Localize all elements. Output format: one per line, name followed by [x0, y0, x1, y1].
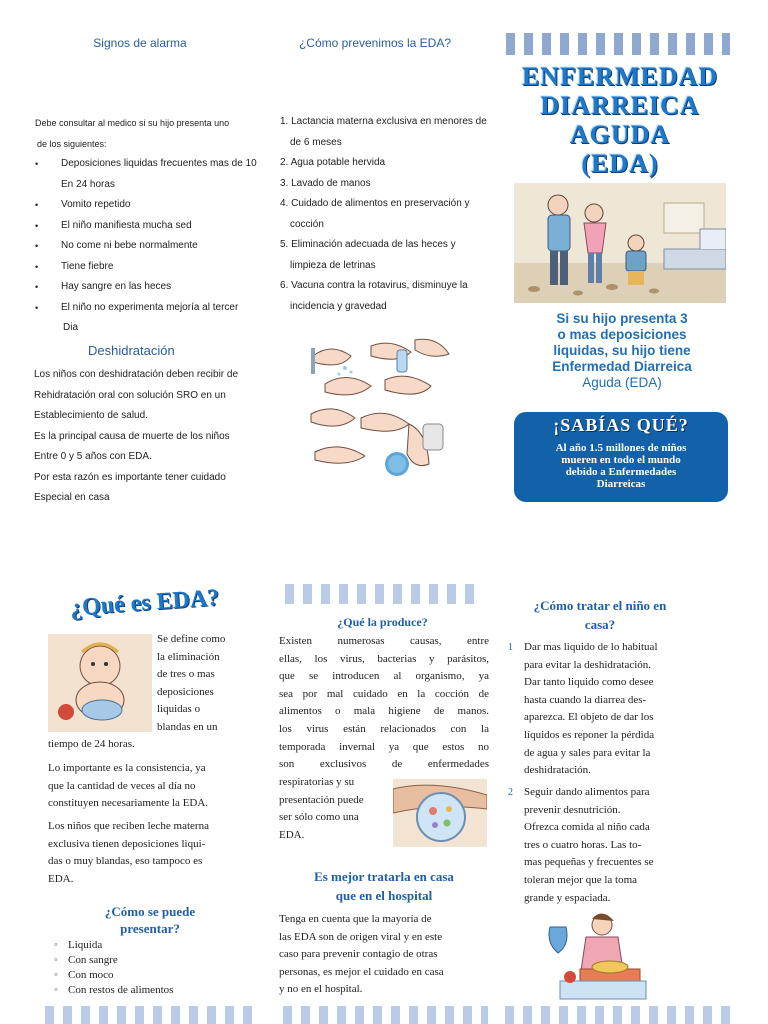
- panel6-title: [505, 596, 695, 634]
- panel4-title: ¿Qué es EDA?: [69, 584, 221, 622]
- eda-definition-last: tiempo de 24 horas.: [48, 738, 135, 750]
- treatment-line: toleran mejor que la toma: [524, 873, 638, 886]
- list-item: 6. Vacuna contra la rotavirus, disminuye la incidencia y gravedad: [280, 280, 468, 312]
- definition-line: deposiciones: [157, 685, 214, 698]
- list-item: 5. Eliminación adecuada de las heces y limpieza de letrinas: [280, 239, 456, 271]
- list-item: 3. Lavado de manos: [280, 177, 371, 189]
- sabias-line: mueren en todo el mundo: [561, 454, 681, 466]
- breastfeeding-paragraph: [48, 818, 268, 888]
- cover-message-line: o mas deposiciones: [557, 327, 687, 342]
- bottom-stripe-middle: [283, 1006, 488, 1024]
- treatment-line: para evitar la deshidratación.: [524, 658, 652, 671]
- list-item: ◦ Liquida: [48, 938, 173, 953]
- paragraph-line: constituyen necesariamente la EDA.: [48, 797, 209, 810]
- list-item: 1. Lactancia materna exclusiva en menores de de 6 meses: [280, 116, 487, 148]
- paragraph-line: Lo importante es la consistencia, ya: [48, 762, 206, 774]
- home-care-line: las EDA son de origen viral y en este: [279, 930, 443, 943]
- cover-message-line: liquidas, su hijo tiene: [553, 343, 691, 358]
- home-care-line: caso para prevenir contagio de otras: [279, 948, 438, 961]
- treatment-line: líquidos es reponer la pérdida: [524, 728, 655, 741]
- presentation-title-line: presentar?: [120, 921, 180, 936]
- panel6-title-line: ¿Cómo tratar el niño en: [533, 598, 667, 613]
- causes-line: respiratorias y su: [279, 776, 355, 788]
- dehydration-line: Establecimiento de salud.: [34, 410, 148, 421]
- panel5-stripe-decoration: [285, 584, 480, 604]
- causes-line: ser sólo como una: [279, 811, 359, 824]
- sabias-line: debido a Enfermedades: [565, 466, 677, 478]
- dehydration-text: [34, 365, 274, 509]
- sabias-line: Al año 1.5 millones de niños: [555, 442, 687, 454]
- home-care-line: Tenga en cuenta que la mayoría de: [279, 913, 432, 925]
- treatment-line: de agua y sales para evitar la: [524, 746, 651, 759]
- germs-illustration: [393, 779, 487, 847]
- sabias-que-box: [514, 412, 728, 502]
- home-care-title: [279, 867, 489, 905]
- list-item: 2. Agua potable hervida: [280, 157, 386, 168]
- family-illustration: [514, 183, 726, 303]
- prevention-list: [280, 112, 495, 317]
- definition-line: de tres o mas: [157, 668, 215, 681]
- list-item: • Hay sangre en las heces: [35, 277, 275, 298]
- list-item: 4. Cuidado de alimentos en preservación y cocción: [280, 198, 470, 230]
- cover-message: [514, 311, 730, 391]
- home-care-line: personas, es mejor el cuidado en casa: [279, 965, 444, 978]
- treatment-line: hasta cuando la diarrea des-: [524, 693, 647, 706]
- causes-line: los virus están relacionados con la: [279, 722, 489, 735]
- treatment-item-2: [508, 784, 698, 907]
- list-item: ◦ Con sangre: [48, 953, 173, 968]
- mother-feeding-illustration: [540, 907, 652, 1003]
- bottom-stripe-right: [505, 1006, 730, 1024]
- dehydration-line: Especial en casa: [34, 492, 110, 503]
- alarm-signs-list: [35, 154, 275, 339]
- paragraph-line: Los niños que reciben leche materna: [48, 820, 209, 832]
- paragraph-line: EDA.: [48, 872, 74, 885]
- causes-line: temporada invernal ya que estos no: [279, 740, 489, 753]
- home-care-title-line: Es mejor tratarla en casa: [314, 869, 454, 884]
- presentation-list: [48, 938, 173, 998]
- list-item: • El niño no experimenta mejoría al tercer Dia: [35, 298, 275, 339]
- bottom-stripe-left: [45, 1006, 260, 1024]
- item-number: 2: [508, 787, 513, 798]
- home-care-line: y no en el hospital.: [279, 983, 363, 996]
- top-stripe-decoration: [506, 33, 730, 55]
- home-care-title-line: que en el hospital: [335, 888, 433, 903]
- dehydration-line: Entre 0 y 5 años con EDA.: [34, 451, 152, 462]
- panel2-title: ¿Cómo prevenimos la EDA?: [298, 36, 452, 50]
- cover-title-line: (EDA): [581, 149, 659, 178]
- handwashing-illustration: [305, 328, 455, 478]
- list-item: ◦ Con restos de alimentos: [48, 983, 173, 998]
- cover-title-line: DIARREICA: [540, 91, 700, 120]
- sabias-que-text: [514, 442, 728, 490]
- alarm-intro-line1: Debe consultar al medico si su hijo presenta uno: [35, 118, 230, 128]
- definition-line: liquidas o: [157, 703, 201, 716]
- causes-line: alimentos o mala higiene de manos.: [279, 705, 489, 718]
- cover-message-line: Si su hijo presenta 3: [556, 311, 688, 326]
- dehydration-line: Los niños con deshidratación deben recibir de: [34, 369, 239, 380]
- causes-line: presentación puede: [279, 793, 364, 806]
- list-item: • No come ni bebe normalmente: [35, 236, 275, 257]
- treatment-item-1: [508, 639, 698, 780]
- treatment-line: Ofrezca comida al niño cada: [524, 821, 650, 834]
- dehydration-line: Por esta razón es importante tener cuidado: [34, 471, 226, 483]
- cover-title-line: AGUDA: [569, 120, 671, 149]
- home-care-paragraph: [279, 911, 491, 999]
- treatment-line: aparezca. El objeto de dar los: [524, 711, 654, 724]
- causes-line: Existen numerosas causas, entre: [279, 635, 489, 647]
- dehydration-line: Es la principal causa de muerte de los niños: [34, 430, 230, 442]
- causes-line: ellas, los virus, bacterias y parásitos,: [279, 652, 489, 665]
- causes-line: sea por mal cuidado en la cocción de: [279, 687, 489, 700]
- treatment-line: Dar tanto liquido como desee: [524, 676, 654, 689]
- sabias-line: Diarreicas: [596, 478, 646, 490]
- panel6-title-line: casa?: [584, 617, 616, 632]
- treatment-line: tres o cuatro horas. Las to-: [524, 838, 642, 851]
- list-item: • Tiene fiebre: [35, 257, 275, 278]
- causes-line: son exclusivos de enfermedades: [279, 758, 489, 771]
- definition-line: Se define como: [157, 633, 226, 645]
- causes-line: que se introducen al organismo, ya: [279, 670, 489, 683]
- presentation-title: [60, 903, 240, 937]
- sabias-que-title: ¡SABÍAS QUÉ?: [553, 415, 689, 435]
- baby-illustration: [48, 634, 152, 732]
- paragraph-line: das o muy blandas, eso tampoco es: [48, 855, 203, 868]
- panel5-title: ¿Qué la produce?: [337, 615, 428, 629]
- treatment-line: prevenir desnutrición.: [524, 803, 621, 816]
- item-number: 1: [508, 642, 513, 653]
- list-item: ◦ Con moco: [48, 968, 173, 983]
- treatment-line: deshidratación.: [524, 764, 591, 777]
- eda-definition: [157, 631, 267, 737]
- treatment-line: Dar mas liquido de lo habitual: [524, 641, 658, 653]
- paragraph-line: exclusiva tienen deposiciones liqui-: [48, 837, 206, 850]
- alarm-intro: [35, 113, 275, 154]
- dehydration-line: Rehidratación oral con solución SRO en un: [34, 389, 226, 401]
- presentation-title-line: ¿Cómo se puede: [104, 904, 196, 919]
- definition-line: la eliminación: [157, 650, 220, 663]
- alarm-intro-line2: de los siguientes:: [37, 138, 107, 149]
- cover-title: [505, 62, 735, 178]
- treatment-line: Seguir dando alimentos para: [524, 786, 650, 798]
- cover-message-line: Aguda (EDA): [582, 375, 662, 390]
- treatment-line: grande y espaciada.: [524, 891, 611, 904]
- list-item: • Vomito repetido: [35, 195, 275, 216]
- cover-title-line: ENFERMEDAD: [521, 62, 719, 91]
- list-item: • Deposiciones liquidas frecuentes mas de 10 En 24 horas: [35, 154, 275, 195]
- paragraph-line: que la cantidad de veces al día no: [48, 779, 196, 792]
- panel1-title: Signos de alarma: [93, 36, 187, 50]
- list-item: • El niño manifiesta mucha sed: [35, 216, 275, 237]
- causes-paragraph: [279, 633, 489, 774]
- causes-paragraph-end: [279, 774, 391, 844]
- cover-message-line: Enfermedad Diarreica: [552, 359, 692, 374]
- consistency-paragraph: [48, 760, 268, 813]
- definition-line: blandas en un: [157, 720, 218, 733]
- causes-line: EDA.: [279, 828, 305, 841]
- treatment-line: mas pequeñas y frecuentes se: [524, 856, 654, 869]
- dehydration-title: Deshidratación: [88, 343, 175, 358]
